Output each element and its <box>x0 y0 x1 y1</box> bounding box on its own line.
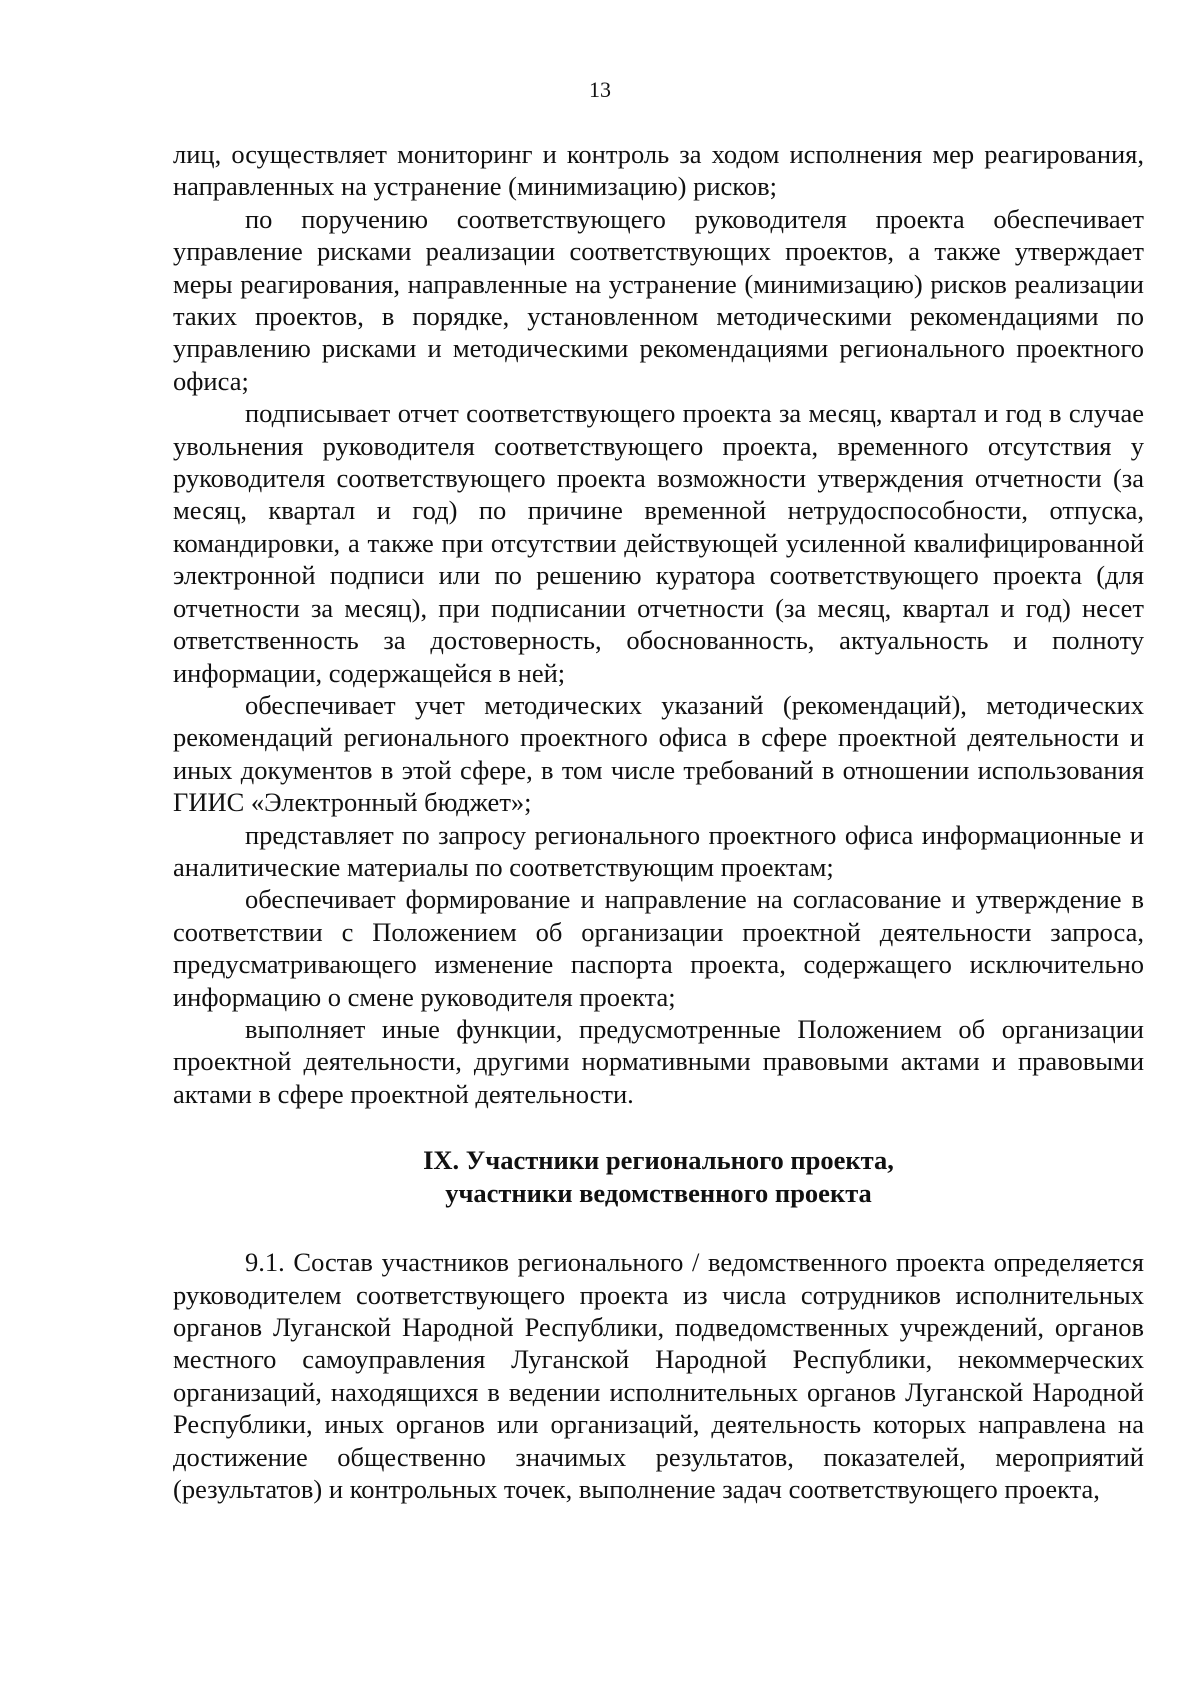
section-heading-line-1: IX. Участники регионального проекта, <box>423 1145 894 1176</box>
paragraph-5: представляет по запросу регионального проектного офиса информационные и аналитические материалы по соответствующим проектам; <box>173 819 1144 882</box>
paragraph-3: подписывает отчет соответствующего проекта за месяц, квартал и год в случае увольнения руководителя соответствующего проекта, временного отсутствия у руководителя соответствующего проекта возможности утверждения отчетности (за месяц, квартал и год) по причине временной нетрудоспособности, отпуска, командировки, а также при отсутствии действующей усиленной квалифицированной электронной подписи или по решению куратора соответствующего проекта (для отчетности за месяц), при подписании отчетности (за месяц, квартал и год) несет ответственность за достоверность, обоснованность, актуальность и полноту информации, содержащейся в ней; <box>173 398 1144 688</box>
section-heading-line-2: участники ведомственного проекта <box>445 1178 872 1209</box>
page-number: 13 <box>589 77 611 102</box>
paragraph-4: обеспечивает учет методических указаний (рекомендаций), методических рекомендаций регионального проектного офиса в сфере проектной деятельности и иных документов в этой сфере, в том числе требований в отношении использования ГИИС «Электронный бюджет»; <box>173 689 1144 818</box>
paragraph-8: 9.1. Состав участников регионального / ведомственного проекта определяется руководителем соответствующего проекта из числа сотрудников исполнительных органов Луганской Народной Республики, подведомственных учреждений, органов местного самоуправления Луганской Народной Республики, некоммерческих организаций, находящихся в ведении исполнительных органов Луганской Народной Республики, иных органов или организаций, деятельность которых направлена на достижение общественно значимых результатов, показателей, мероприятий (результатов) и контрольных точек, выполнение задач соответствующего проекта, <box>173 1247 1144 1505</box>
paragraph-6: обеспечивает формирование и направление на согласование и утверждение в соответствии с Положением об организации проектной деятельности запроса, предусматривающего изменение паспорта проекта, содержащего исключительно информацию о смене руководителя проекта; <box>173 884 1144 1012</box>
paragraph-1: лиц, осуществляет мониторинг и контроль за ходом исполнения мер реагирования, направленных на устранение (минимизацию) рисков; <box>173 139 1144 202</box>
paragraph-2: по поручению соответствующего руководителя проекта обеспечивает управление рисками реализации соответствующих проектов, а также утверждает меры реагирования, направленные на устранение (минимизацию) рисков реализации таких проектов, в порядке, установленном методическими рекомендациями по управлению рисками и методическими рекомендациями регионального проектного офиса; <box>173 203 1144 396</box>
paragraph-7: выполняет иные функции, предусмотренные Положением об организации проектной деятельности, другими нормативными правовыми актами и правовыми актами в сфере проектной деятельности. <box>173 1013 1144 1109</box>
document-body <box>173 138 1144 1505</box>
section-heading <box>173 1144 1144 1210</box>
